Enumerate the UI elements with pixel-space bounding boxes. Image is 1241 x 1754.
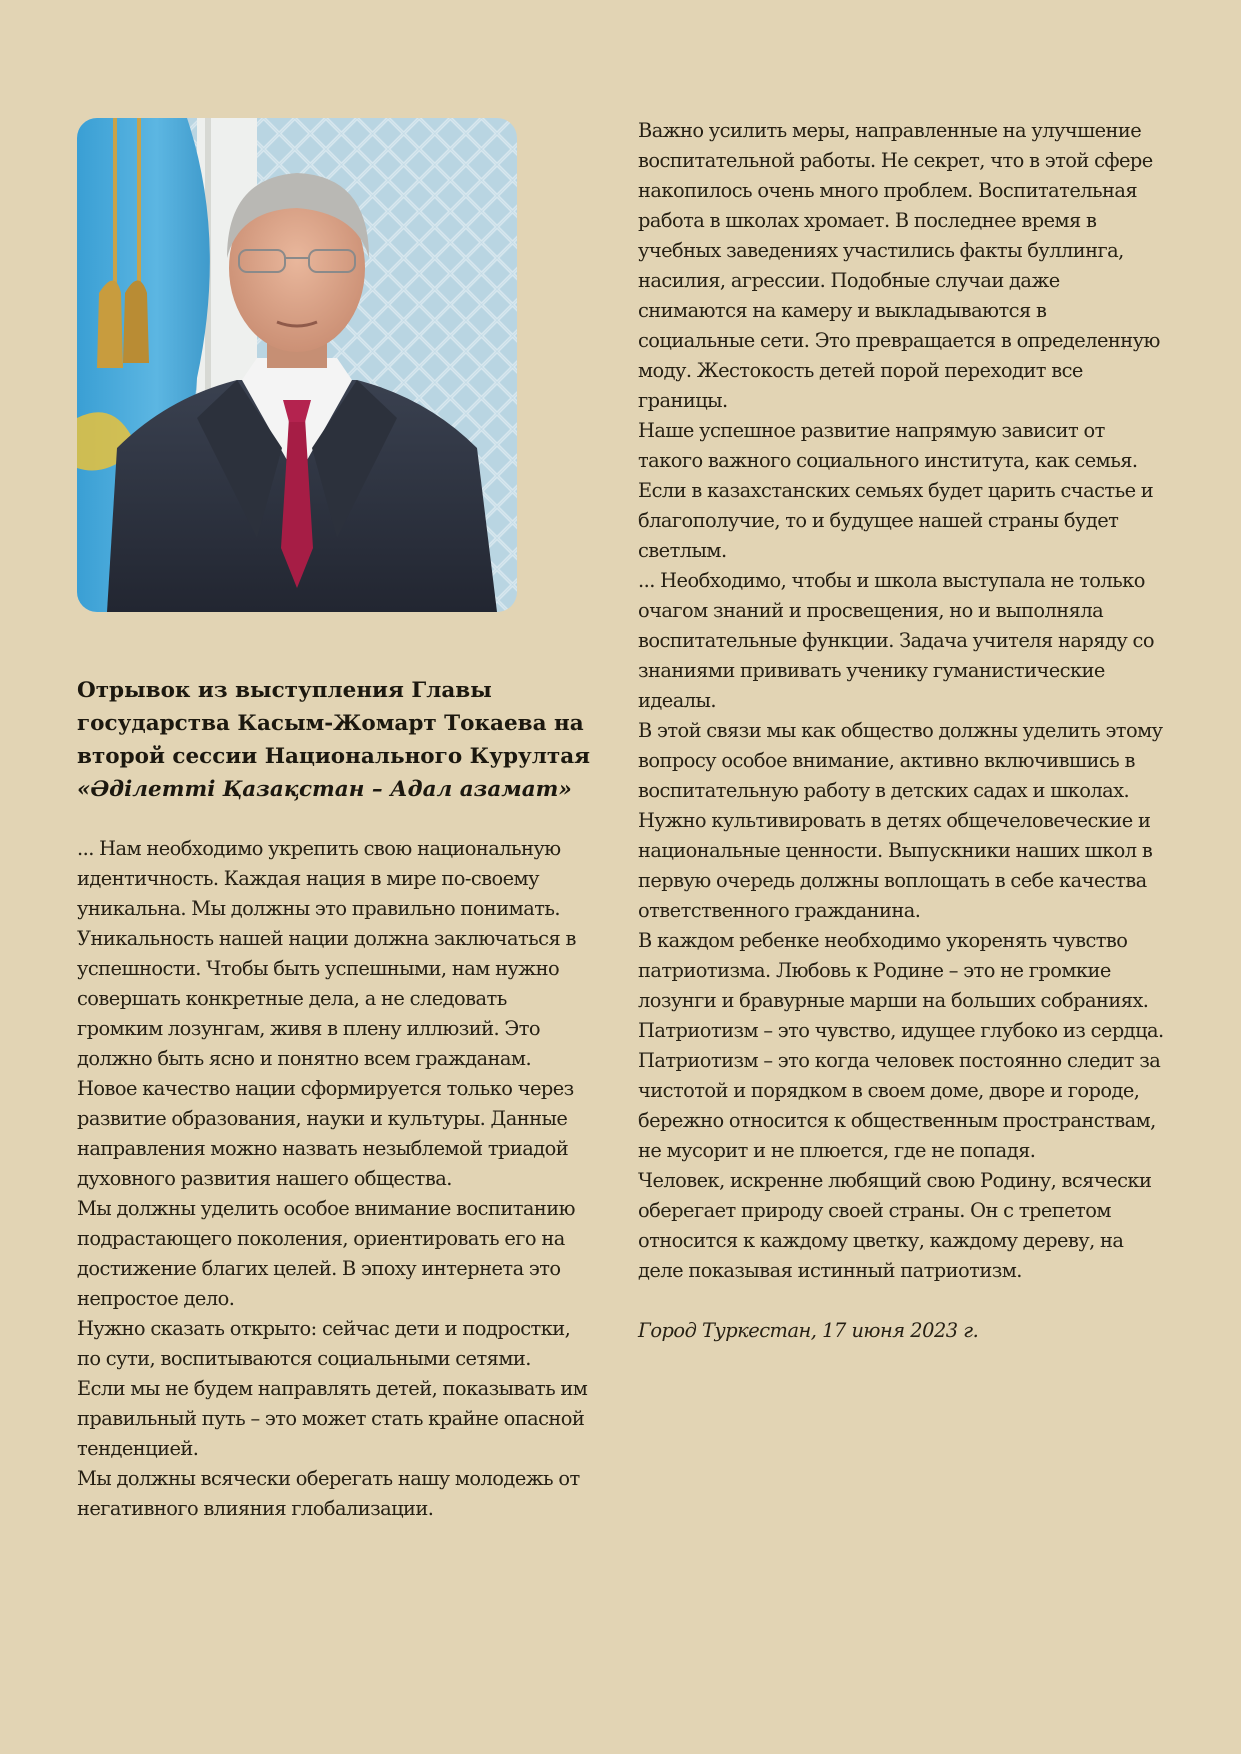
- paragraph: ... Необходимо, чтобы и школа выступала не только очагом знаний и просвещения, но и выполняла воспитательные функции. Задача учителя наряду со знаниями прививать ученику гуманистические идеалы.: [638, 569, 1154, 712]
- paragraph: Нужно сказать открыто: сейчас дети и подростки, по сути, воспитываются социальными сетями.: [77, 1317, 571, 1370]
- right-column: [638, 116, 1168, 1346]
- left-body-text: [77, 834, 597, 1524]
- paragraph: ... Нам необходимо укрепить свою национальную идентичность. Каждая нация в мире по-своему уникальна. Мы должны это правильно понимать. Уникальность нашей нации должна заключаться в успешности. Чтобы быть успешными, нам нужно совершать конкретные дела, а не следовать громким лозунгам, живя в плену иллюзий. Это должно быть ясно и понятно всем гражданам.: [77, 837, 576, 1070]
- caption-lead: Отрывок из выступления Главы государства Касым-Жомарт Токаева на второй сессии Национального Курултая: [77, 678, 591, 769]
- place-and-date: Город Туркестан, 17 июня 2023 г.: [638, 1319, 979, 1342]
- portrait-photo: [77, 118, 517, 612]
- paragraph: Наше успешное развитие напрямую зависит от такого важного социального института, как семья. Если в казахстанских семьях будет царить счастье и благополучие, то и будущее нашей страны будет светлым.: [638, 419, 1154, 562]
- paragraph: Важно усилить меры, направленные на улучшение воспитательной работы. Не секрет, что в этой сфере накопилось очень много проблем. Воспитательная работа в школах хромает. В последнее время в учебных заведениях участились факты буллинга, насилия, агрессии. Подобные случаи даже снимаются на камеру и выкладываются в социальные сети. Это превращается в определенную моду. Жестокость детей порой переходит все границы.: [638, 119, 1160, 412]
- speech-caption: [77, 674, 597, 806]
- paragraph: Мы должны всячески оберегать нашу молодежь от негативного влияния глобализации.: [77, 1467, 580, 1520]
- paragraph: В этой связи мы как общество должны уделить этому вопросу особое внимание, активно включившись в воспитательную работу в детских садах и школах. Нужно культивировать в детях общечеловеческие и национальные ценности. Выпускники наших школ в первую очередь должны воплощать в себе качества ответственного гражданина.: [638, 719, 1163, 922]
- paragraph: В каждом ребенке необходимо укоренять чувство патриотизма. Любовь к Родине – это не громкие лозунги и бравурные марши на больших собраниях. Патриотизм – это чувство, идущее глубоко из сердца. Патриотизм – это когда человек постоянно следит за чистотой и порядком в своем доме, дворе и городе, бережно относится к общественным пространствам, не мусорит и не плюется, где не попадя.: [638, 929, 1164, 1162]
- paragraph: Мы должны уделить особое внимание воспитанию подрастающего поколения, ориентировать его на достижение благих целей. В эпоху интернета это непростое дело.: [77, 1197, 575, 1310]
- right-body-text: [638, 116, 1168, 1286]
- paragraph: Если мы не будем направлять детей, показывать им правильный путь – это может стать крайне опасной тенденцией.: [77, 1377, 588, 1460]
- paragraph: Новое качество нации сформируется только через развитие образования, науки и культуры. Данные направления можно назвать незыблемой триадой духовного развития нашего общества.: [77, 1077, 574, 1190]
- left-column: [77, 118, 597, 1524]
- caption-quote: «Әділетті Қазақстан – Адал азамат»: [77, 777, 572, 802]
- paragraph: Человек, искренне любящий свою Родину, всячески оберегает природу своей страны. Он с трепетом относится к каждому цветку, каждому дереву, на деле показывая истинный патриотизм.: [638, 1169, 1152, 1282]
